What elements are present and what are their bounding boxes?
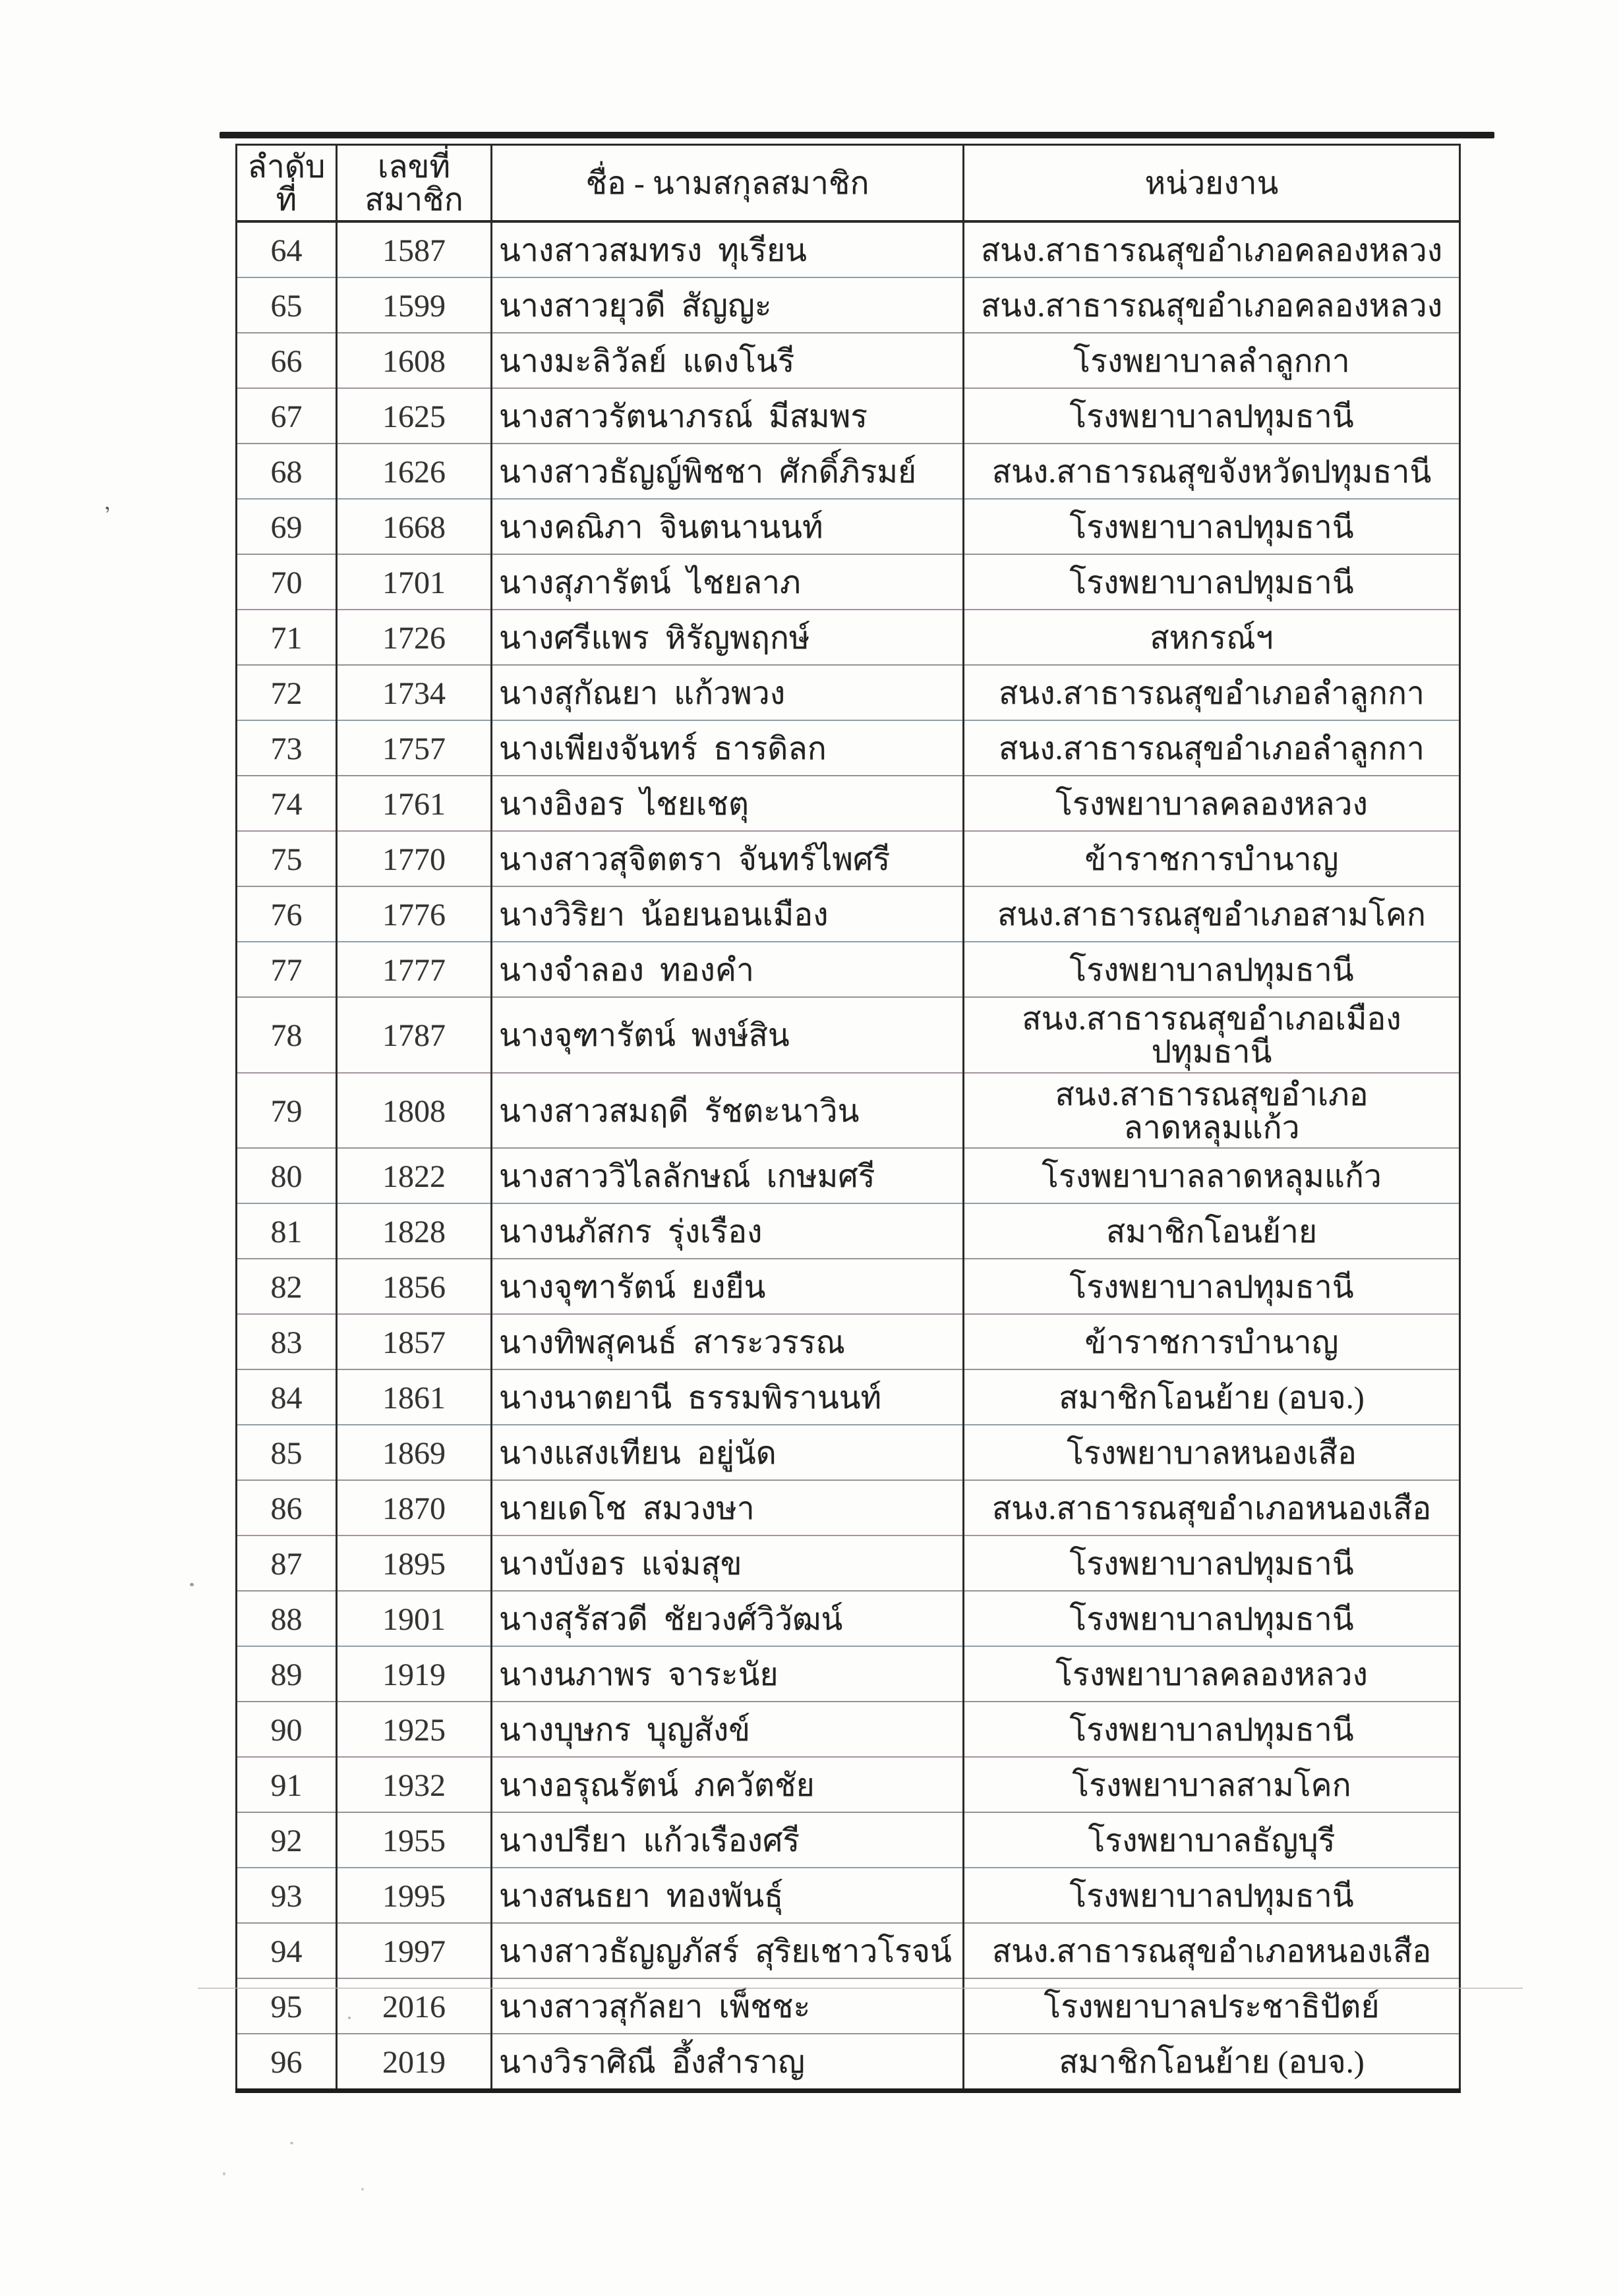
scan-speck bbox=[361, 2188, 364, 2191]
cell-name: นางสาวสุจิตตรา จันทร์ไพศรี bbox=[492, 831, 964, 886]
table-row bbox=[237, 1757, 1460, 1812]
cell-member-id: 1625 bbox=[337, 388, 492, 444]
cell-unit: สนง.สาธารณสุขอำเภอลำลูกกา bbox=[964, 665, 1460, 720]
col-header-member-id: เลขที่สมาชิก bbox=[337, 145, 492, 221]
cell-unit: โรงพยาบาลปทุมธานี bbox=[964, 554, 1460, 610]
cell-member-id: 1997 bbox=[337, 1923, 492, 1978]
cell-member-id: 1808 bbox=[337, 1073, 492, 1149]
cell-no: 65 bbox=[237, 277, 337, 333]
cell-no: 80 bbox=[237, 1148, 337, 1203]
cell-no: 88 bbox=[237, 1591, 337, 1646]
cell-member-id: 1822 bbox=[337, 1148, 492, 1203]
cell-member-id: 1757 bbox=[337, 720, 492, 776]
cell-no: 74 bbox=[237, 776, 337, 831]
cell-member-id: 1955 bbox=[337, 1812, 492, 1868]
cell-member-id: 1626 bbox=[337, 444, 492, 499]
cell-member-id: 1668 bbox=[337, 499, 492, 554]
cell-member-id: 1861 bbox=[337, 1369, 492, 1425]
cell-member-id: 1870 bbox=[337, 1480, 492, 1535]
cell-name: นางสุกัณยา แก้วพวง bbox=[492, 665, 964, 720]
cell-name: นางมะลิวัลย์ แดงโนรี bbox=[492, 333, 964, 388]
cell-no: 86 bbox=[237, 1480, 337, 1535]
cell-unit: โรงพยาบาลคลองหลวง bbox=[964, 776, 1460, 831]
cell-unit: โรงพยาบาลปทุมธานี bbox=[964, 1535, 1460, 1591]
cell-unit: สมาชิกโอนย้าย bbox=[964, 1203, 1460, 1259]
cell-member-id: 1857 bbox=[337, 1314, 492, 1369]
cell-no: 73 bbox=[237, 720, 337, 776]
cell-name: นางจุฑารัตน์ พงษ์สิน bbox=[492, 997, 964, 1073]
table-row bbox=[237, 886, 1460, 942]
cell-no: 92 bbox=[237, 1812, 337, 1868]
col-header-unit: หน่วยงาน bbox=[964, 145, 1460, 221]
cell-no: 81 bbox=[237, 1203, 337, 1259]
scan-speck bbox=[190, 1583, 194, 1586]
table-row bbox=[237, 554, 1460, 610]
cell-member-id: 1734 bbox=[337, 665, 492, 720]
cell-name: นายเดโช สมวงษา bbox=[492, 1480, 964, 1535]
table-row bbox=[237, 444, 1460, 499]
cell-member-id: 1787 bbox=[337, 997, 492, 1073]
table-row bbox=[237, 499, 1460, 554]
cell-name: นางอรุณรัตน์ ภควัตชัย bbox=[492, 1757, 964, 1812]
cell-member-id: 1761 bbox=[337, 776, 492, 831]
table-row bbox=[237, 1868, 1460, 1923]
cell-name: นางสาววิไลลักษณ์ เกษมศรี bbox=[492, 1148, 964, 1203]
cell-unit: โรงพยาบาลลำลูกกา bbox=[964, 333, 1460, 388]
table-row bbox=[237, 1073, 1460, 1149]
cell-unit: สนง.สาธารณสุขอำเภอหนองเสือ bbox=[964, 1923, 1460, 1978]
cell-member-id: 1599 bbox=[337, 277, 492, 333]
table-row bbox=[237, 997, 1460, 1073]
cell-no: 67 bbox=[237, 388, 337, 444]
cell-name: นางจุฑารัตน์ ยงยืน bbox=[492, 1259, 964, 1314]
scan-artifact-apostrophe: ’ bbox=[102, 502, 117, 527]
table-row bbox=[237, 277, 1460, 333]
table-row bbox=[237, 1702, 1460, 1757]
cell-no: 79 bbox=[237, 1073, 337, 1149]
cell-name: นางสาวสมทรง ทุเรียน bbox=[492, 221, 964, 277]
cell-unit: ข้าราชการบำนาญ bbox=[964, 1314, 1460, 1369]
table-top-heavy-rule bbox=[220, 132, 1494, 138]
cell-name: นางวิราศิณี อึ้งสำราญ bbox=[492, 2034, 964, 2091]
cell-member-id: 1919 bbox=[337, 1646, 492, 1702]
cell-no: 87 bbox=[237, 1535, 337, 1591]
table-row bbox=[237, 333, 1460, 388]
col-header-name: ชื่อ - นามสกุลสมาชิก bbox=[492, 145, 964, 221]
cell-member-id: 1776 bbox=[337, 886, 492, 942]
table-row bbox=[237, 1203, 1460, 1259]
cell-name: นางนภัสกร รุ่งเรือง bbox=[492, 1203, 964, 1259]
cell-unit: โรงพยาบาลธัญบุรี bbox=[964, 1812, 1460, 1868]
table-row bbox=[237, 1591, 1460, 1646]
cell-no: 76 bbox=[237, 886, 337, 942]
cell-member-id: 1608 bbox=[337, 333, 492, 388]
cell-unit: สหกรณ์ฯ bbox=[964, 610, 1460, 665]
cell-no: 75 bbox=[237, 831, 337, 886]
table-row bbox=[237, 1259, 1460, 1314]
cell-unit: โรงพยาบาลลาดหลุมแก้ว bbox=[964, 1148, 1460, 1203]
cell-no: 84 bbox=[237, 1369, 337, 1425]
table-row bbox=[237, 1425, 1460, 1480]
table-row bbox=[237, 610, 1460, 665]
cell-name: นางสุรัสวดี ชัยวงศ์วิวัฒน์ bbox=[492, 1591, 964, 1646]
cell-unit: โรงพยาบาลปทุมธานี bbox=[964, 1259, 1460, 1314]
table-row bbox=[237, 720, 1460, 776]
cell-name: นางบุษกร บุญสังข์ bbox=[492, 1702, 964, 1757]
cell-name: นางสุภารัตน์ ไชยลาภ bbox=[492, 554, 964, 610]
cell-member-id: 1995 bbox=[337, 1868, 492, 1923]
cell-name: นางศรีแพร หิรัญพฤกษ์ bbox=[492, 610, 964, 665]
cell-unit: สนง.สาธารณสุขอำเภอคลองหลวง bbox=[964, 277, 1460, 333]
cell-unit: สนง.สาธารณสุขจังหวัดปทุมธานี bbox=[964, 444, 1460, 499]
cell-name: นางสาวสุกัลยา เพ็ชชะ bbox=[492, 1978, 964, 2034]
cell-no: 85 bbox=[237, 1425, 337, 1480]
cell-name: นางวิริยา น้อยนอนเมือง bbox=[492, 886, 964, 942]
cell-member-id: 1828 bbox=[337, 1203, 492, 1259]
cell-name: นางสาวธัญญ์พิชชา ศักดิ์ภิรมย์ bbox=[492, 444, 964, 499]
cell-no: 91 bbox=[237, 1757, 337, 1812]
scan-speck bbox=[290, 2142, 293, 2144]
cell-member-id: 1901 bbox=[337, 1591, 492, 1646]
table-row bbox=[237, 1812, 1460, 1868]
cell-name: นางแสงเทียน อยู่นัด bbox=[492, 1425, 964, 1480]
cell-unit: สมาชิกโอนย้าย (อบจ.) bbox=[964, 1369, 1460, 1425]
cell-no: 77 bbox=[237, 942, 337, 997]
cell-no: 72 bbox=[237, 665, 337, 720]
cell-unit: โรงพยาบาลคลองหลวง bbox=[964, 1646, 1460, 1702]
table-row bbox=[237, 665, 1460, 720]
cell-member-id: 1925 bbox=[337, 1702, 492, 1757]
table-row bbox=[237, 221, 1460, 277]
cell-no: 83 bbox=[237, 1314, 337, 1369]
cell-no: 66 bbox=[237, 333, 337, 388]
table-row bbox=[237, 1646, 1460, 1702]
cell-member-id: 1777 bbox=[337, 942, 492, 997]
scan-edge-line bbox=[198, 1988, 1523, 1989]
table-row bbox=[237, 1314, 1460, 1369]
cell-no: 78 bbox=[237, 997, 337, 1073]
table-row bbox=[237, 388, 1460, 444]
cell-member-id: 1932 bbox=[337, 1757, 492, 1812]
cell-name: นางเพียงจันทร์ ธารดิลก bbox=[492, 720, 964, 776]
cell-unit: สนง.สาธารณสุขอำเภอหนองเสือ bbox=[964, 1480, 1460, 1535]
cell-no: 68 bbox=[237, 444, 337, 499]
table-row bbox=[237, 1480, 1460, 1535]
cell-no: 70 bbox=[237, 554, 337, 610]
scan-speck bbox=[223, 2172, 225, 2175]
cell-unit: โรงพยาบาลปทุมธานี bbox=[964, 1868, 1460, 1923]
cell-no: 89 bbox=[237, 1646, 337, 1702]
table-row bbox=[237, 1535, 1460, 1591]
cell-unit: สนง.สาธารณสุขอำเภอลำลูกกา bbox=[964, 720, 1460, 776]
cell-name: นางจำลอง ทองคำ bbox=[492, 942, 964, 997]
cell-unit: สนง.สาธารณสุขอำเภอสามโคก bbox=[964, 886, 1460, 942]
cell-no: 82 bbox=[237, 1259, 337, 1314]
cell-unit: โรงพยาบาลปทุมธานี bbox=[964, 499, 1460, 554]
cell-name: นางอิงอร ไชยเชตุ bbox=[492, 776, 964, 831]
table-row bbox=[237, 1978, 1460, 2034]
table-row bbox=[237, 942, 1460, 997]
table-row bbox=[237, 1369, 1460, 1425]
cell-unit: สนง.สาธารณสุขอำเภอเมืองปทุมธานี bbox=[964, 997, 1460, 1073]
cell-name: นางคณิภา จินตนานนท์ bbox=[492, 499, 964, 554]
cell-name: นางสาวรัตนาภรณ์ มีสมพร bbox=[492, 388, 964, 444]
cell-member-id: 1856 bbox=[337, 1259, 492, 1314]
cell-unit: โรงพยาบาลหนองเสือ bbox=[964, 1425, 1460, 1480]
cell-member-id: 1726 bbox=[337, 610, 492, 665]
col-header-order: ลำดับที่ bbox=[237, 145, 337, 221]
cell-no: 93 bbox=[237, 1868, 337, 1923]
table-row bbox=[237, 776, 1460, 831]
cell-unit: สนง.สาธารณสุขอำเภอคลองหลวง bbox=[964, 221, 1460, 277]
cell-name: นางปรียา แก้วเรืองศรี bbox=[492, 1812, 964, 1868]
cell-no: 69 bbox=[237, 499, 337, 554]
cell-no: 64 bbox=[270, 233, 303, 268]
cell-name: นางบังอร แจ่มสุข bbox=[492, 1535, 964, 1591]
cell-unit: โรงพยาบาลสามโคก bbox=[964, 1757, 1460, 1812]
cell-no: 90 bbox=[237, 1702, 337, 1757]
table-row bbox=[237, 1923, 1460, 1978]
cell-no: 95 bbox=[237, 1978, 337, 2034]
cell-name: นางสาวธัญญภัสร์ สุริยเชาวโรจน์ bbox=[492, 1923, 964, 1978]
cell-unit: สมาชิกโอนย้าย (อบจ.) bbox=[964, 2034, 1460, 2091]
cell-unit: โรงพยาบาลปทุมธานี bbox=[964, 1591, 1460, 1646]
cell-member-id: 1701 bbox=[337, 554, 492, 610]
cell-no: 94 bbox=[237, 1923, 337, 1978]
cell-member-id: 1869 bbox=[337, 1425, 492, 1480]
cell-name: นางสาวสมฤดี รัชตะนาวิน bbox=[492, 1073, 964, 1149]
cell-name: นางสนธยา ทองพันธุ์ bbox=[492, 1868, 964, 1923]
cell-name: นางนภาพร จาระนัย bbox=[492, 1646, 964, 1702]
cell-member-id: 2016 bbox=[337, 1978, 492, 2034]
table-row bbox=[237, 1148, 1460, 1203]
table-row bbox=[237, 831, 1460, 886]
cell-no: 71 bbox=[237, 610, 337, 665]
cell-name: นางนาตยานี ธรรมพิรานนท์ bbox=[492, 1369, 964, 1425]
cell-no: 96 bbox=[237, 2034, 337, 2091]
cell-unit: ข้าราชการบำนาญ bbox=[964, 831, 1460, 886]
header-row bbox=[237, 145, 1460, 221]
member-table bbox=[235, 144, 1461, 2093]
cell-name: นางทิพสุคนธ์ สาระวรรณ bbox=[492, 1314, 964, 1369]
cell-member-id: 1895 bbox=[337, 1535, 492, 1591]
cell-member-id: 2019 bbox=[337, 2034, 492, 2091]
cell-unit: โรงพยาบาลปทุมธานี bbox=[964, 1702, 1460, 1757]
cell-name: นางสาวยุวดี สัญญะ bbox=[492, 277, 964, 333]
cell-member-id: 1587 bbox=[337, 221, 492, 277]
cell-unit: สนง.สาธารณสุขอำเภอลาดหลุมแก้ว bbox=[964, 1073, 1460, 1149]
cell-member-id: 1770 bbox=[337, 831, 492, 886]
cell-unit: โรงพยาบาลประชาธิปัตย์ bbox=[964, 1978, 1460, 2034]
scan-speck bbox=[348, 2017, 351, 2019]
cell-unit: โรงพยาบาลปทุมธานี bbox=[964, 942, 1460, 997]
cell-unit: โรงพยาบาลปทุมธานี bbox=[964, 388, 1460, 444]
table-row bbox=[237, 2034, 1460, 2091]
